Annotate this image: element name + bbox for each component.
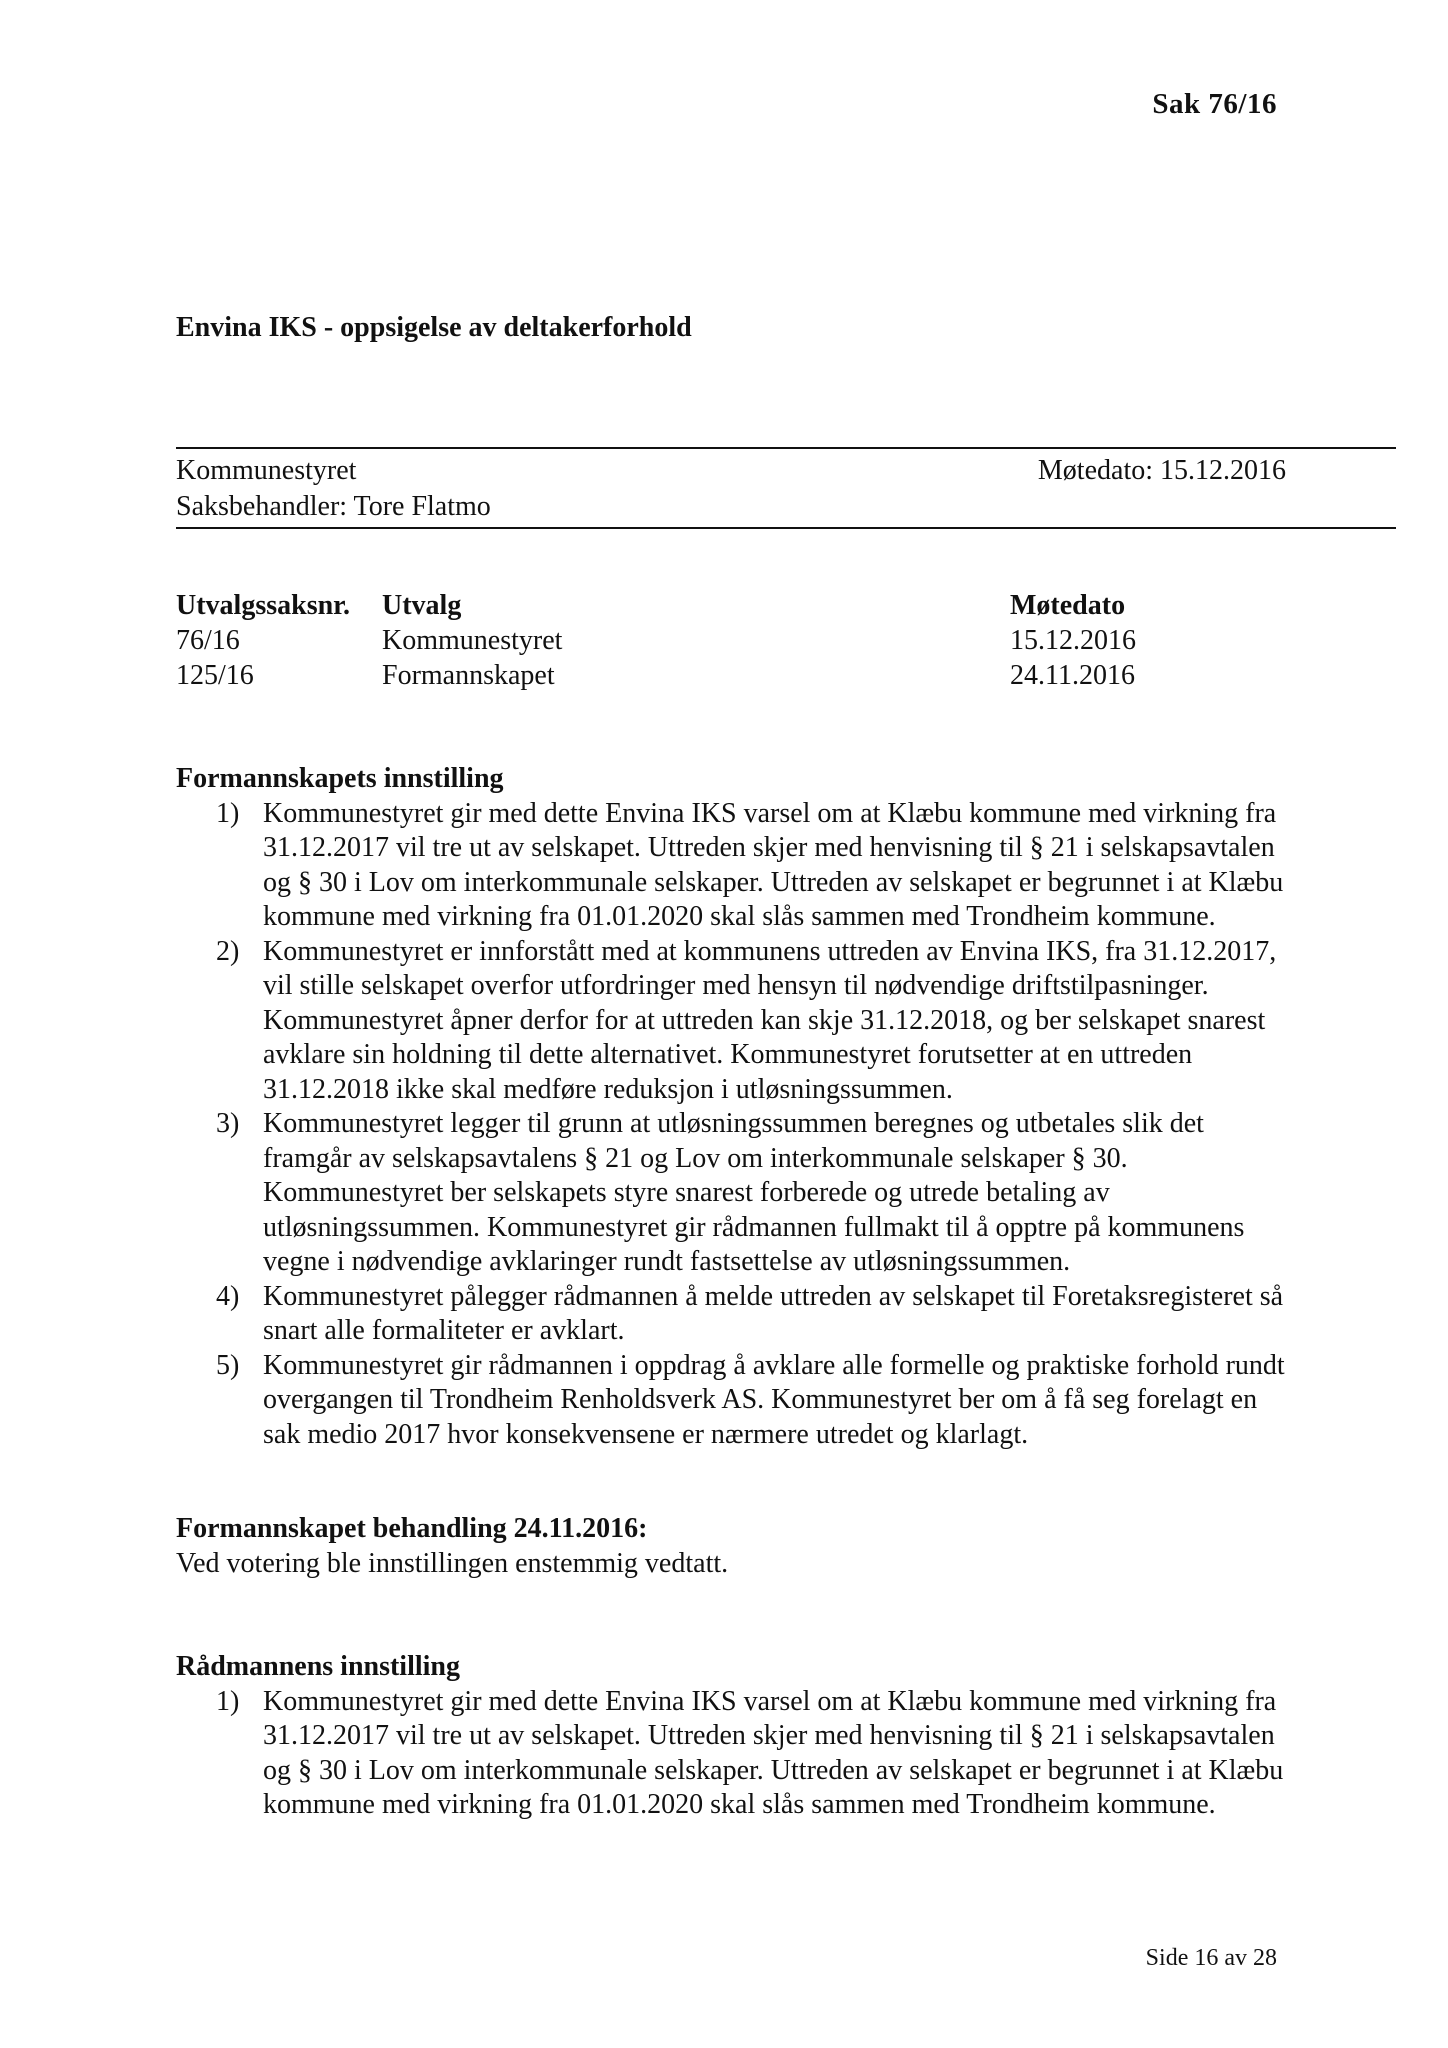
case-table-header-cell: Møtedato [1010, 590, 1126, 621]
case-table-header-cell: Utvalg [382, 590, 462, 621]
list-item-number: 4) [216, 1280, 240, 1312]
table-cell: 76/16 [176, 625, 240, 656]
section-formannskapets-innstilling [176, 762, 1296, 1452]
list-item [176, 935, 1296, 1108]
table-cell: 125/16 [176, 660, 254, 691]
list-item-text: Kommunestyret legger til grunn at utløsningssummen beregnes og utbetales slik det framgår av selskapsavtalens § 21 og Lov om interkommunale selskaper § 30. Kommunestyret ber selskapets styre snarest forberede og utrede betaling av utløsningssummen. Kommunestyret gir rådmannen fullmakt til å opptre på kommunens vegne i nødvendige avklaringer rundt fastsettelse av utløsningssummen. [263, 1108, 1245, 1277]
case-number: Sak 76/16 [1152, 88, 1277, 120]
meta-body: Kommunestyret [176, 455, 357, 486]
document-title: Envina IKS - oppsigelse av deltakerforhold [176, 312, 692, 343]
table-cell: Formannskapet [382, 660, 555, 691]
list-item [176, 797, 1296, 935]
section-radmannens-innstilling [176, 1650, 1296, 1823]
list-item-number: 1) [216, 797, 240, 829]
list-item-text: Kommunestyret gir med dette Envina IKS varsel om at Klæbu kommune med virkning fra 31.12.2017 vil tre ut av selskapet. Uttreden skjer med henvisning til § 21 i selskapsavtalen og § 30 i Lov om interkommunale selskaper. Uttreden av selskapet er begrunnet i at Klæbu kommune med virkning fra 01.01.2020 skal slås sammen med Trondheim kommune. [263, 1685, 1284, 1820]
page-number: Side 16 av 28 [1145, 1945, 1277, 1971]
meta-top-rule [176, 447, 1396, 449]
recommendation-list [176, 1685, 1296, 1823]
table-row [176, 660, 1210, 695]
table-cell: 15.12.2016 [1010, 625, 1136, 656]
table-cell: 24.11.2016 [1010, 660, 1135, 691]
list-item-text: Kommunestyret gir rådmannen i oppdrag å avklare alle formelle og praktiske forhold rundt overgangen til Trondheim Renholdsverk AS. Kommunestyret ber om å få seg forelagt en sak medio 2017 hvor konsekvensene er nærmere utredet og klarlagt. [263, 1349, 1285, 1450]
case-table-header [176, 590, 1210, 625]
list-item [176, 1107, 1296, 1280]
list-item [176, 1685, 1296, 1823]
meta-block [176, 447, 1396, 529]
list-item [176, 1349, 1296, 1453]
table-cell: Kommunestyret [382, 625, 563, 656]
list-item-number: 1) [216, 1685, 240, 1717]
list-item-number: 3) [216, 1108, 240, 1139]
list-item-number: 2) [216, 935, 240, 967]
list-item-number: 5) [216, 1349, 240, 1381]
section-heading: Formannskapets innstilling [176, 763, 504, 794]
meta-row-body [176, 453, 1396, 489]
section-heading: Formannskapet behandling 24.11.2016: [176, 1513, 648, 1544]
meta-bottom-rule [176, 527, 1396, 529]
section-formannskapet-behandling [176, 1512, 1296, 1581]
meta-row-officer [176, 489, 1396, 525]
case-table-header-cell: Utvalgssaksnr. [176, 590, 351, 621]
case-table [176, 590, 1210, 695]
table-row [176, 625, 1210, 660]
list-item [176, 1280, 1296, 1349]
list-item-text: Kommunestyret gir med dette Envina IKS varsel om at Klæbu kommune med virkning fra 31.12.2017 vil tre ut av selskapet. Uttreden skjer med henvisning til § 21 i selskapsavtalen og § 30 i Lov om interkommunale selskaper. Uttreden av selskapet er begrunnet i at Klæbu kommune med virkning fra 01.01.2020 skal slås sammen med Trondheim kommune. [263, 797, 1284, 932]
list-item-text: Kommunestyret er innforstått med at kommunens uttreden av Envina IKS, fra 31.12.2017, vil stille selskapet overfor utfordringer med hensyn til nødvendige driftstilpasninger. Kommunestyret åpner derfor for at uttreden kan skje 31.12.2018, og ber selskapet snarest avklare sin holdning til dette alternativet. Kommunestyret forutsetter at en uttreden 31.12.2018 ikke skal medføre reduksjon i utløsningssummen. [263, 935, 1277, 1105]
meta-case-officer: Saksbehandler: Tore Flatmo [176, 491, 491, 522]
section-heading: Rådmannens innstilling [176, 1651, 460, 1682]
list-item-text: Kommunestyret pålegger rådmannen å melde uttreden av selskapet til Foretaksregisteret så snart alle formaliteter er avklart. [263, 1280, 1284, 1346]
recommendation-list [176, 797, 1296, 1453]
section-text: Ved votering ble innstillingen enstemmig vedtatt. [176, 1547, 729, 1579]
meta-meeting-date: Møtedato: 15.12.2016 [1037, 455, 1286, 486]
